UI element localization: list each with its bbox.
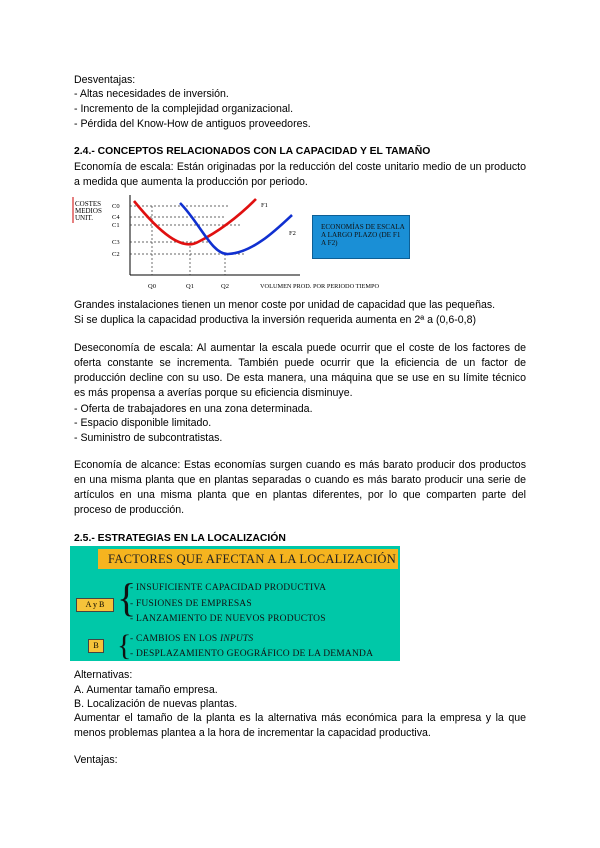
- y-tick-label: C4: [112, 214, 120, 221]
- alternatives-title: Alternativas:: [74, 669, 133, 681]
- disadvantages-title: Desventajas:: [74, 74, 136, 86]
- factor-item: - FUSIONES DE EMPRESAS: [130, 599, 252, 609]
- economies-annotation-box: ECONOMÍAS DE ESCALA A LARGO PLAZO (DE F1 A F2): [312, 215, 410, 259]
- series-label-f1: F1: [261, 202, 268, 209]
- diseconomy-item: - Suministro de subcontratistas.: [74, 432, 223, 444]
- paragraph-line: Si se duplica la capacidad productiva la inversión requerida aumenta en 2ª a (0,6-0,8): [74, 314, 477, 326]
- group-b-tag: B: [88, 639, 104, 653]
- brace-icon: {: [117, 629, 132, 662]
- advantages-title: Ventajas:: [74, 754, 118, 766]
- closing-paragraph: Aumentar el tamaño de la planta es la alternativa más económica para la empresa y la que menos problemas plantea a la hora de incrementar la capacidad productiva.: [74, 712, 526, 739]
- paragraph-line: Grandes instalaciones tienen un menor coste por unidad de capacidad que las pequeñas.: [74, 299, 496, 311]
- y-tick-label: C0: [112, 203, 120, 210]
- economy-of-scale-text: Economía de escala: Están originadas por la reducción del coste unitario medio de un producto a medida que aumenta la producción por periodo.: [74, 161, 526, 188]
- factor-item: - LANZAMIENTO DE NUEVOS PRODUCTOS: [130, 614, 326, 624]
- location-factors-table: [70, 546, 400, 661]
- disadvantage-item: - Altas necesidades de inversión.: [74, 88, 229, 100]
- brace-icon: {: [117, 575, 137, 620]
- diseconomy-item: - Oferta de trabajadores en una zona determinada.: [74, 403, 313, 415]
- y-axis-label-line: COSTES: [75, 200, 102, 208]
- diseconomy-item: - Espacio disponible limitado.: [74, 417, 212, 429]
- y-axis-label-line: MEDIOS: [75, 207, 102, 215]
- factors-title: FACTORES QUE AFECTAN A LA LOCALIZACIÓN: [98, 549, 398, 569]
- factor-item: - DESPLAZAMIENTO GEOGRÁFICO DE LA DEMANDA: [130, 649, 374, 659]
- group-ab-tag: A y B: [76, 598, 114, 612]
- economy-of-scope-text: Economía de alcance: Estas economías surgen cuando es más barato producir dos productos en una misma planta que en plantas separadas o cuando es más barato producir una serie de artículos en una misma planta que en plantas diferentes, por lo que comparten parte del proceso de producción.: [74, 459, 526, 516]
- x-axis-label: VOLUMEN PROD. POR PERIODO TIEMPO: [260, 283, 380, 290]
- y-tick-label: C2: [112, 251, 120, 258]
- y-tick-label: C3: [112, 239, 120, 246]
- factor-item: - CAMBIOS EN LOS INPUTS: [130, 634, 254, 644]
- diseconomy-of-scale-text: Deseconomía de escala: Al aumentar la escala puede ocurrir que el coste de los factores de oferta constante se incrementa. También puede ocurrir que la eficiencia de un factor de producción decline con su uso. De esta manera, una máquina que se use en su límite técnico es más propensa a averías porque su eficiencia disminuye.: [74, 342, 526, 399]
- disadvantage-item: - Incremento de la complejidad organizacional.: [74, 103, 294, 115]
- y-axis-label-line: UNIT.: [75, 214, 93, 222]
- y-tick-label: C1: [112, 222, 120, 229]
- alternative-item: A. Aumentar tamaño empresa.: [74, 684, 218, 696]
- section-heading-24: 2.4.- CONCEPTOS RELACIONADOS CON LA CAPACIDAD Y EL TAMAÑO: [74, 146, 431, 157]
- section-heading-25: 2.5.- ESTRATEGIAS EN LA LOCALIZACIÓN: [74, 533, 286, 544]
- disadvantage-item: - Pérdida del Know-How de antiguos proveedores.: [74, 118, 311, 130]
- series-f2-curve: [180, 203, 292, 254]
- series-label-f2: F2: [289, 230, 296, 237]
- x-tick-label: Q1: [186, 283, 194, 290]
- alternative-item: B. Localización de nuevas plantas.: [74, 698, 238, 710]
- x-tick-label: Q2: [221, 283, 229, 290]
- factor-item: - INSUFICIENTE CAPACIDAD PRODUCTIVA: [130, 583, 327, 593]
- x-tick-label: Q0: [148, 283, 156, 290]
